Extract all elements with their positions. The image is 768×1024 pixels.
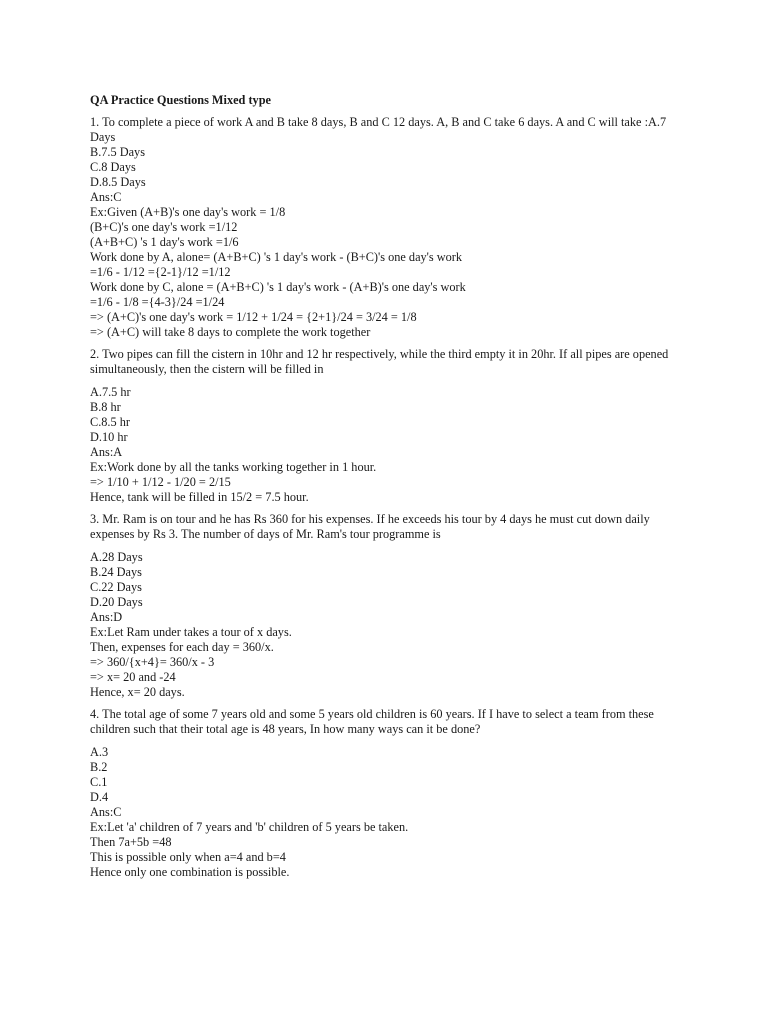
explanation-line: =1/6 - 1/8 ={4-3}/24 =1/24 (90, 295, 225, 309)
explanation-line: Then 7a+5b =48 (90, 835, 172, 849)
explanation-line: => x= 20 and -24 (90, 670, 176, 684)
explanation-line: => (A+C)'s one day's work = 1/12 + 1/24 = {2+1}/24 = 3/24 = 1/8 (90, 310, 417, 324)
option: D.8.5 Days (90, 175, 146, 189)
option: D.10 hr (90, 430, 128, 444)
question-4 (90, 707, 690, 880)
option: A.28 Days (90, 550, 143, 564)
option: A.7.5 hr (90, 385, 131, 399)
explanation-line: Work done by A, alone= (A+B+C) 's 1 day's work - (B+C)'s one day's work (90, 250, 463, 264)
explanation-line: Ex:Given (A+B)'s one day's work = 1/8 (90, 205, 286, 219)
option: C.1 (90, 775, 108, 789)
question-text: 3. Mr. Ram is on tour and he has Rs 360 for his expenses. If he exceeds his tour by 4 days he must cut down daily expenses by Rs 3. The number of days of Mr. Ram's tour programme is (90, 512, 650, 541)
option: A.3 (90, 745, 109, 759)
option: B.24 Days (90, 565, 142, 579)
question-3 (90, 512, 690, 700)
explanation-line: => 360/{x+4}= 360/x - 3 (90, 655, 215, 669)
explanation-line: =1/6 - 1/12 ={2-1}/12 =1/12 (90, 265, 231, 279)
explanation-line: (B+C)'s one day's work =1/12 (90, 220, 238, 234)
option: D.4 (90, 790, 109, 804)
question-text: 2. Two pipes can fill the cistern in 10hr and 12 hr respectively, while the third empty it in 20hr. If all pipes are opened simultaneously, then the cistern will be filled in (90, 347, 669, 376)
explanation-line: (A+B+C) 's 1 day's work =1/6 (90, 235, 239, 249)
option: B.7.5 Days (90, 145, 145, 159)
option: B.2 (90, 760, 108, 774)
explanation-line: Ex:Work done by all the tanks working together in 1 hour. (90, 460, 377, 474)
answer: Ans:D (90, 610, 123, 624)
option: C.8.5 hr (90, 415, 130, 429)
answer: Ans:C (90, 805, 122, 819)
question-1 (90, 115, 690, 340)
explanation-line: Work done by C, alone = (A+B+C) 's 1 day's work - (A+B)'s one day's work (90, 280, 466, 294)
explanation-line: Ex:Let 'a' children of 7 years and 'b' children of 5 years be taken. (90, 820, 409, 834)
explanation-line: Then, expenses for each day = 360/x. (90, 640, 274, 654)
document-page (90, 93, 690, 880)
question-text: 4. The total age of some 7 years old and some 5 years old children is 60 years. If I have to select a team from these children such that their total age is 48 years, In how many ways can it be done? (90, 707, 654, 736)
option: B.8 hr (90, 400, 121, 414)
explanation-line: Hence only one combination is possible. (90, 865, 290, 879)
explanation-line: Hence, tank will be filled in 15/2 = 7.5 hour. (90, 490, 309, 504)
explanation-line: This is possible only when a=4 and b=4 (90, 850, 286, 864)
option: C.8 Days (90, 160, 136, 174)
explanation-line: Hence, x= 20 days. (90, 685, 185, 699)
answer: Ans:A (90, 445, 123, 459)
explanation-line: => 1/10 + 1/12 - 1/20 = 2/15 (90, 475, 231, 489)
question-text: 1. To complete a piece of work A and B take 8 days, B and C 12 days. A, B and C take 6 days. A and C will take :A.7 Days (90, 115, 667, 144)
explanation-line: => (A+C) will take 8 days to complete the work together (90, 325, 371, 339)
explanation-line: Ex:Let Ram under takes a tour of x days. (90, 625, 292, 639)
answer: Ans:C (90, 190, 122, 204)
question-2 (90, 347, 690, 505)
option: C.22 Days (90, 580, 142, 594)
option: D.20 Days (90, 595, 143, 609)
page-title: QA Practice Questions Mixed type (90, 93, 272, 107)
